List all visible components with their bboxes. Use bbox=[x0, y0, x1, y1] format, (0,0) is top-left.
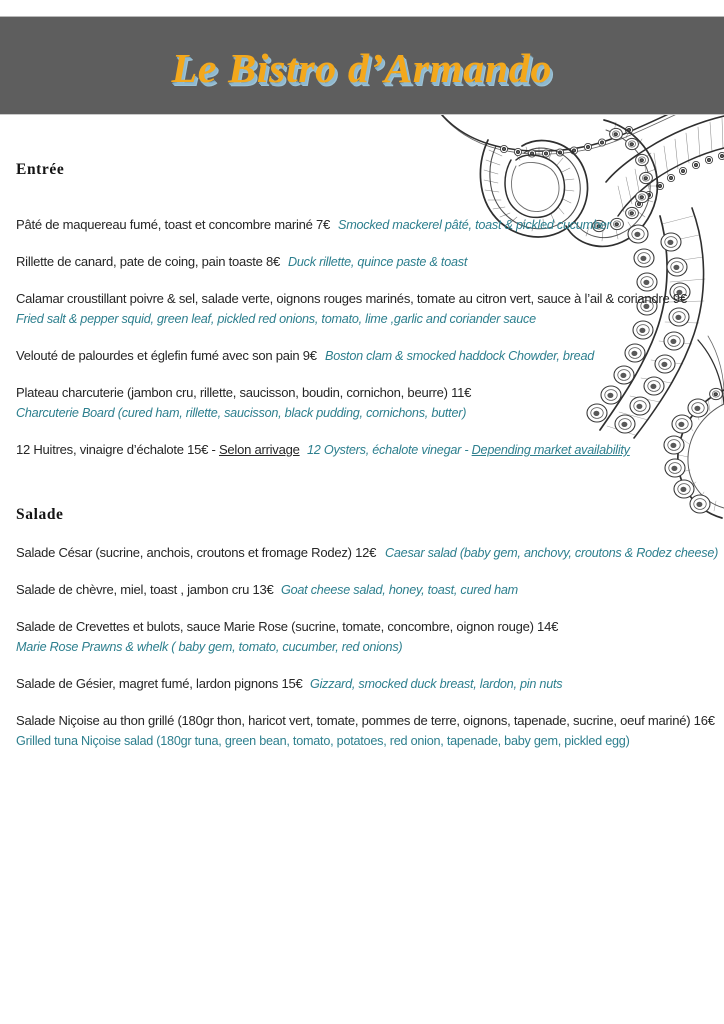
page-title: Le Bistro d’Armando bbox=[171, 44, 553, 91]
menu-item-en: Boston clam & smocked haddock Chowder, bread bbox=[324, 348, 594, 363]
menu-item-fr: Salade de Gésier, magret fumé, lardon pignons 15€ bbox=[16, 676, 303, 691]
menu-item bbox=[16, 346, 724, 366]
menu-item-en: Caesar salad (baby gem, anchovy, croutons & Rodez cheese) bbox=[384, 545, 718, 560]
menu-item-en: Fried salt & pepper squid, green leaf, pickled red onions, tomato, lime ,garlic and coriander sauce bbox=[16, 311, 536, 326]
menu-item-fr: Salade de chèvre, miel, toast , jambon cru 13€ bbox=[16, 582, 274, 597]
menu-item-en: Marie Rose Prawns & whelk ( baby gem, tomato, cucumber, red onions) bbox=[16, 639, 403, 654]
menu-item-fr: Salade Niçoise au thon grillé (180gr thon, haricot vert, tomate, pommes de terre, oignons, tapenade, sucrine, oeuf mariné) 16€ bbox=[16, 713, 715, 728]
menu-item-fr: Pâté de maquereau fumé, toast et concombre mariné 7€ bbox=[16, 217, 331, 232]
menu-content bbox=[0, 115, 724, 751]
menu-section-entree bbox=[0, 161, 724, 460]
menu-item-en: Smocked mackerel pâté, toast & pickled cucumber bbox=[338, 217, 611, 232]
menu-item bbox=[16, 617, 724, 657]
menu-item-fr: Salade César (sucrine, anchois, croutons et fromage Rodez) 12€ bbox=[16, 545, 377, 560]
menu-item-fr: Plateau charcuterie (jambon cru, rillette, saucisson, boudin, cornichon, beurre) 11€ bbox=[16, 385, 472, 400]
menu-item-oysters bbox=[16, 440, 724, 460]
menu-item bbox=[16, 674, 724, 694]
header-banner bbox=[0, 16, 724, 115]
menu-item bbox=[16, 289, 724, 329]
menu-section-salade bbox=[0, 506, 724, 751]
menu-item bbox=[16, 383, 724, 423]
menu-item-en: Gizzard, smocked duck breast, lardon, pin nuts bbox=[310, 676, 563, 691]
section-heading-entree: Entrée bbox=[16, 161, 65, 178]
menu-item bbox=[16, 252, 724, 272]
menu-item-en: Grilled tuna Niçoise salad (180gr tuna, green bean, tomato, potatoes, red onion, tapenade, baby gem, pickled egg) bbox=[16, 733, 630, 748]
oysters-fr-text: 12 Huitres, vinaigre d’échalote 15€ - bbox=[16, 442, 219, 457]
menu-item-en: Duck rillette, quince paste & toast bbox=[287, 254, 467, 269]
menu-item bbox=[16, 215, 724, 235]
menu-item-en: Charcuterie Board (cured ham, rillette, saucisson, black pudding, cornichons, butter) bbox=[16, 405, 467, 420]
menu-item-fr: Velouté de palourdes et églefin fumé avec son pain 9€ bbox=[16, 348, 317, 363]
menu-item-en: Goat cheese salad, honey, toast, cured ham bbox=[280, 582, 518, 597]
menu-item bbox=[16, 580, 724, 600]
menu-item-fr: Salade de Crevettes et bulots, sauce Marie Rose (sucrine, tomate, concombre, oignon rouge) 14€ bbox=[16, 619, 559, 634]
section-heading-salade: Salade bbox=[16, 506, 64, 523]
menu-item-en bbox=[307, 440, 630, 460]
menu-item-fr: Calamar croustillant poivre & sel, salade verte, oignons rouges marinés, tomate au citron vert, sauce à l’ail & coriandre 9€ bbox=[16, 291, 687, 306]
menu-item-fr bbox=[16, 440, 300, 460]
menu-item bbox=[16, 711, 724, 751]
oysters-en-note: Depending market availability bbox=[471, 442, 631, 457]
oysters-en-text: 12 Oysters, échalote vinegar - bbox=[307, 442, 472, 457]
oysters-fr-note: Selon arrivage bbox=[218, 442, 300, 457]
menu-item-fr: Rillette de canard, pate de coing, pain toaste 8€ bbox=[16, 254, 281, 269]
menu-item bbox=[16, 543, 724, 563]
